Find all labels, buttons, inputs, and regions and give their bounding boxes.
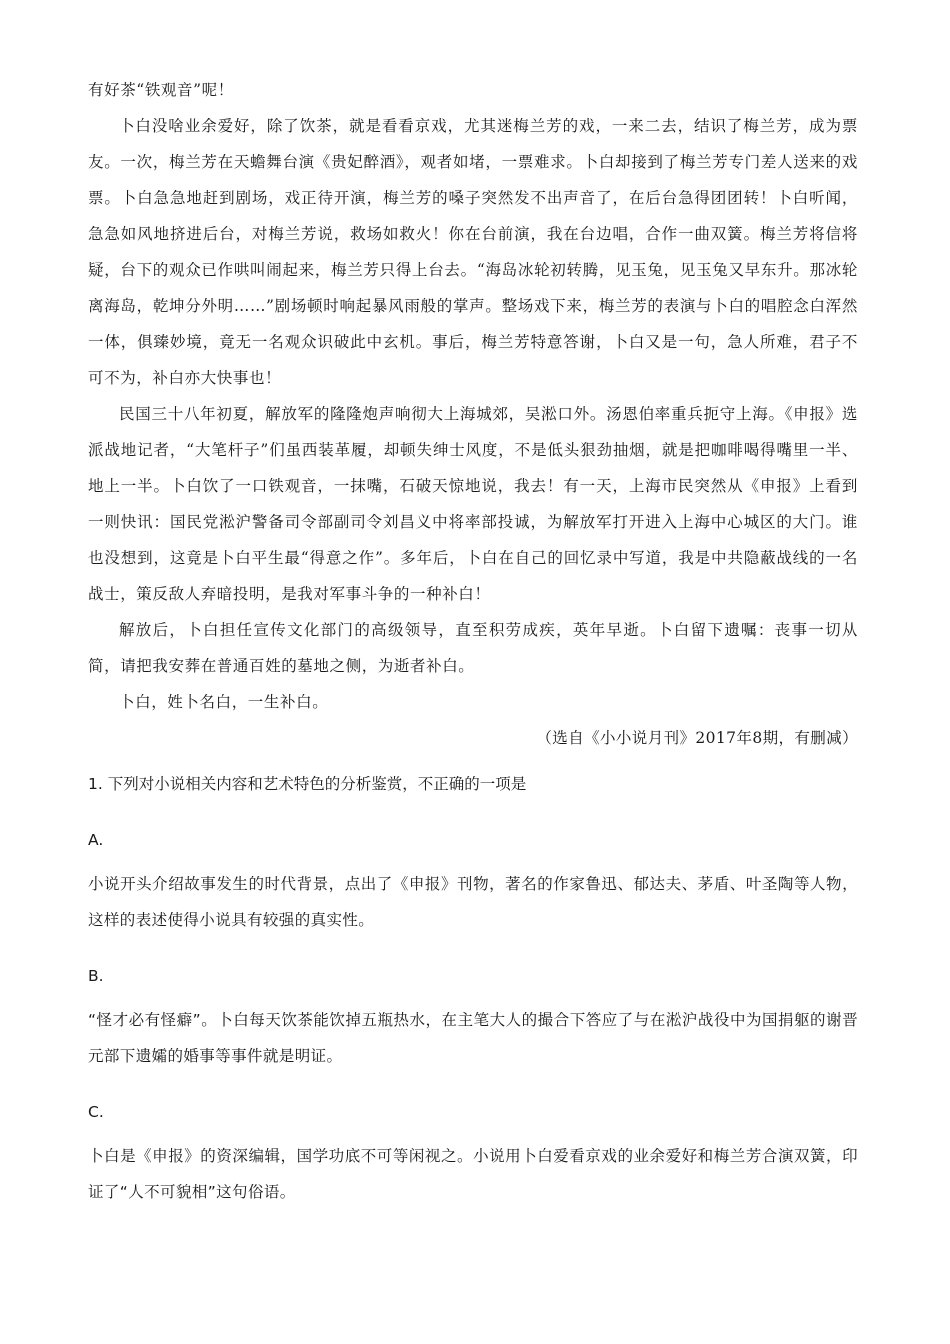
- option-a-text: 小说开头介绍故事发生的时代背景，点出了《申报》刊物，著名的作家鲁迅、郁达夫、茅盾、叶圣陶等人物，这样的表述使得小说具有较强的真实性。: [88, 875, 858, 929]
- passage-paragraph: 卜白没啥业余爱好，除了饮茶，就是看看京戏，尤其迷梅兰芳的戏，一来二去，结识了梅兰芳，成为票友。一次，梅兰芳在天蟾舞台演《贵妃醉酒》，观者如堵，一票难求。卜白却接到了梅兰芳专门差人送来的戏票。卜白急急地赶到剧场，戏正待开演，梅兰芳的嗓子突然发不出声音了，在后台急得团团转！卜白听闻，急急如风地挤进后台，对梅兰芳说，救场如救火！你在台前演，我在台边唱，合作一曲双簧。梅兰芳将信将疑，台下的观众已作哄叫闹起来，梅兰芳只得上台去。“海岛冰轮初转腾，见玉兔，见玉兔又早东升。那冰轮离海岛，乾坤分外明……”剧场顿时响起暴风雨般的掌声。整场戏下来，梅兰芳的表演与卜白的唱腔念白浑然一体，俱臻妙境，竟无一名观众识破此中玄机。事后，梅兰芳特意答谢，卜白又是一句，急人所难，君子不可不为，补白亦大快事也！: [88, 117, 858, 387]
- option-b-text: “怪才必有怪癖”。卜白每天饮茶能饮掉五瓶热水，在主笔大人的撮合下答应了与在淞沪战役中为国捐躯的谢晋元部下遗孀的婚事等事件就是明证。: [88, 1011, 858, 1065]
- source-citation: （选自《小小说月刊》2017年8期，有删减）: [536, 729, 858, 747]
- passage-paragraph: 解放后，卜白担任宣传文化部门的高级领导，直至积劳成疾，英年早逝。卜白留下遗嘱：丧事一切从简，请把我安葬在普通百姓的墓地之侧，为逝者补白。: [88, 621, 858, 675]
- passage-paragraph: 民国三十八年初夏，解放军的隆隆炮声响彻大上海城郊，吴淞口外。汤恩伯率重兵扼守上海。《申报》选派战地记者，“大笔杆子”们虽西装革履，却顿失绅士风度，不是低头狠劲抽烟，就是把咖啡喝得嘴里一半、地上一半。卜白饮了一口铁观音，一抹嘴，石破天惊地说，我去！有一天，上海市民突然从《申报》上看到一则快讯：国民党淞沪警备司令部副司令刘昌义中将率部投诚，为解放军打开进入上海中心城区的大门。谁也没想到，这竟是卜白平生最“得意之作”。多年后，卜白在自己的回忆录中写道，我是中共隐蔽战线的一名战士，策反敌人弃暗投明，是我对军事斗争的一种补白！: [88, 405, 858, 603]
- option-b-letter: B.: [88, 967, 104, 985]
- question-stem: 1. 下列对小说相关内容和艺术特色的分析鉴赏，不正确的一项是: [88, 775, 527, 793]
- document-page: [88, 72, 858, 1210]
- passage-paragraph: 有好茶“铁观音”呢！: [88, 81, 234, 99]
- option-c-text: 卜白是《申报》的资深编辑，国学功底不可等闲视之。小说用卜白爱看京戏的业余爱好和梅兰芳合演双簧，印证了“人不可貌相”这句俗语。: [88, 1147, 858, 1201]
- passage-paragraph: 卜白，姓卜名白，一生补白。: [119, 693, 329, 711]
- option-a-letter: A.: [88, 831, 104, 849]
- option-c-letter: C.: [88, 1103, 104, 1121]
